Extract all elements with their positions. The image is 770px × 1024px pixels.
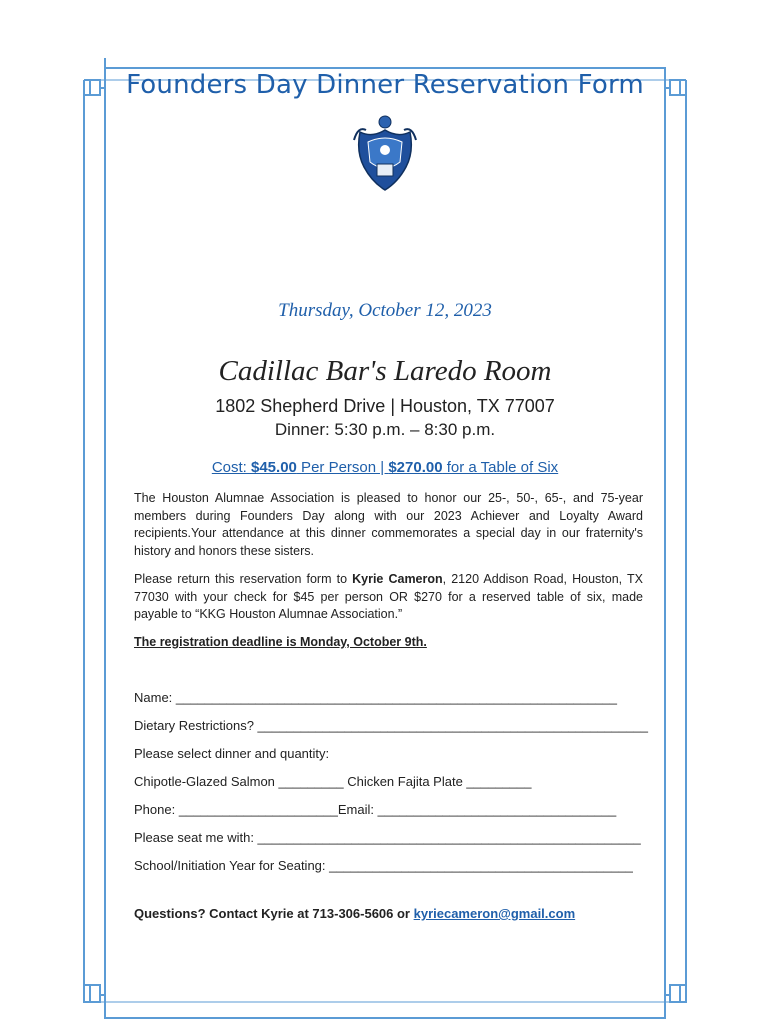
cost-per-person-label: Per Person | xyxy=(296,459,389,476)
contact-line xyxy=(134,906,575,921)
dietary-restrictions-field[interactable]: Dietary Restrictions? ______________________________________________________ xyxy=(134,718,648,733)
intro-paragraph: The Houston Alumnae Association is pleased to honor our 25-, 50-, 65-, and 75-year members during Founders Day along with our 2023 Achiever and Loyalty Award recipients.Your attendance at this dinner commemorates a special day in our fraternity's history and honors these sisters. xyxy=(134,491,643,558)
contact-name: Kyrie Cameron xyxy=(352,572,443,586)
contact-email-link[interactable]: kyriecameron@gmail.com xyxy=(413,906,576,921)
cost-prefix: Cost: xyxy=(211,459,251,476)
name-field[interactable]: Name: _____________________________________________________________ xyxy=(134,690,617,705)
event-venue: Cadillac Bar's Laredo Room xyxy=(218,355,552,387)
cost-per-person-amount: $45.00 xyxy=(251,459,297,476)
phone-email-field[interactable]: Phone: ______________________Email: _________________________________ xyxy=(134,802,617,817)
instructions-before: Please return this reservation form to xyxy=(134,572,353,586)
kkg-crest-icon xyxy=(350,112,420,192)
cost-line xyxy=(0,459,770,476)
instructions-paragraph xyxy=(134,571,643,624)
cost-table-amount: $270.00 xyxy=(388,459,443,476)
contact-text: Questions? Contact Kyrie at 713-306-5606 or xyxy=(134,906,414,921)
school-year-field[interactable]: School/Initiation Year for Seating: __________________________________________ xyxy=(134,858,633,873)
seat-with-field[interactable]: Please seat me with: _____________________________________________________ xyxy=(134,830,641,845)
event-date: Thursday, October 12, 2023 xyxy=(278,300,492,321)
dinner-select-label: Please select dinner and quantity: xyxy=(134,746,330,761)
registration-deadline: The registration deadline is Monday, October 9th. xyxy=(134,635,427,649)
event-time: Dinner: 5:30 p.m. – 8:30 p.m. xyxy=(274,420,496,439)
cost-table-label: for a Table of Six xyxy=(442,459,559,476)
page-title: Founders Day Dinner Reservation Form xyxy=(126,70,644,100)
event-address: 1802 Shepherd Drive | Houston, TX 77007 xyxy=(215,396,555,416)
instructions-after: , 2120 Addison Road, Houston, TX 77030 with your check for $45 per person OR $270 for a reserved table of six, made payable to “KKG Houston Alumnae Association.” xyxy=(134,572,643,621)
dinner-options-field[interactable]: Chipotle-Glazed Salmon _________ Chicken Fajita Plate _________ xyxy=(134,774,532,789)
